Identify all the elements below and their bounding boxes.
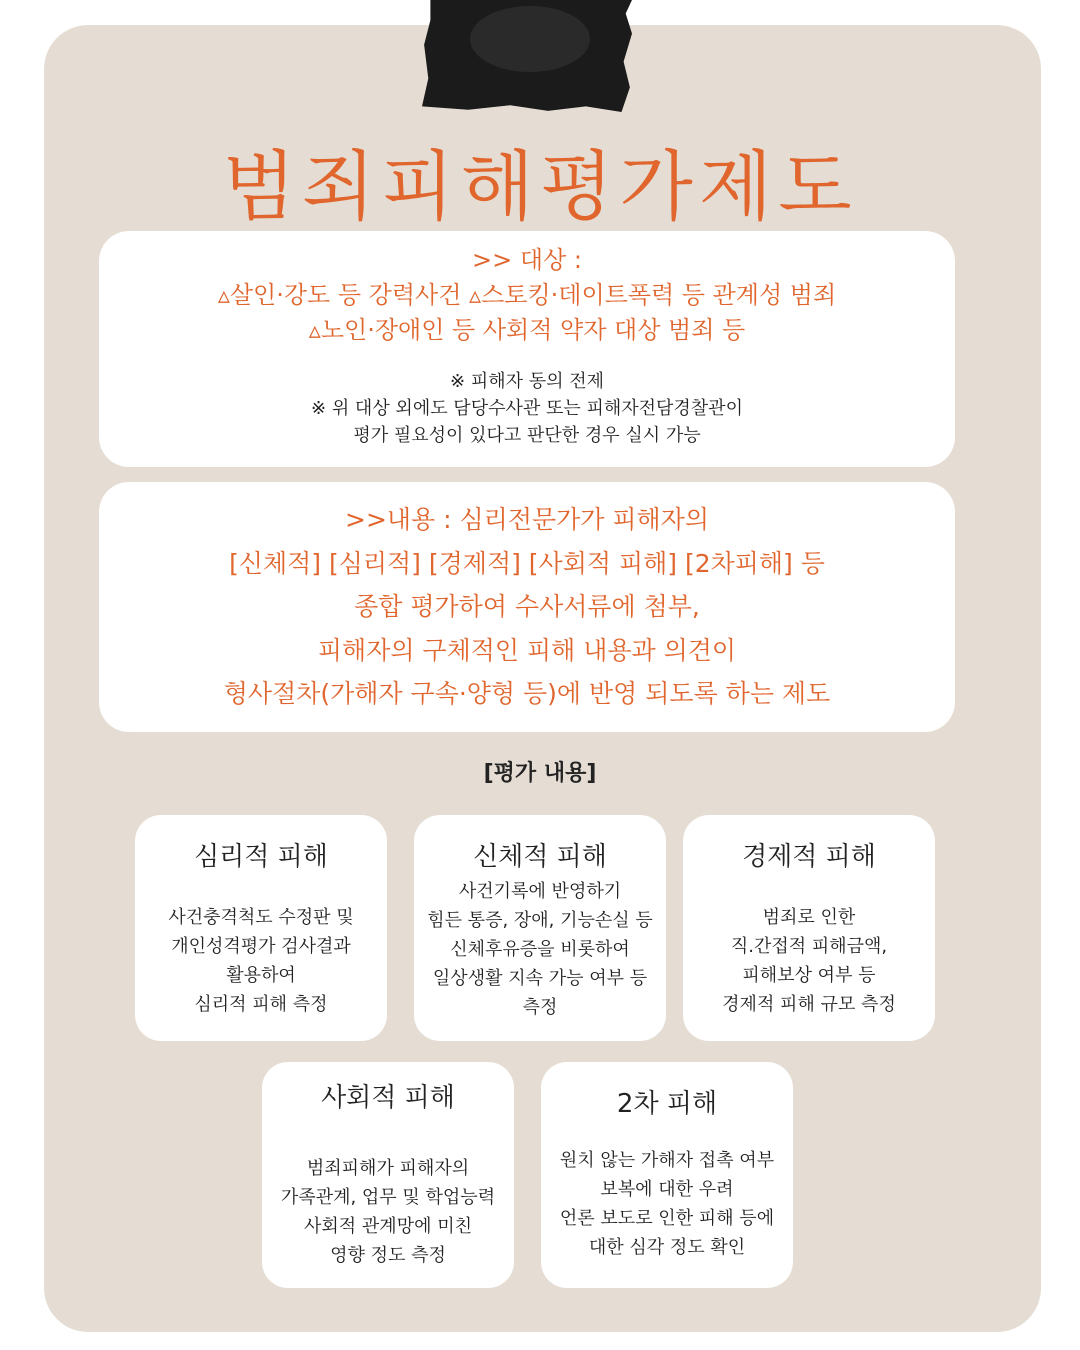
category-body bbox=[414, 877, 666, 1022]
category-line: 개인성격평가 검사결과 bbox=[171, 936, 351, 957]
note-line: ※ 피해자 동의 전제 bbox=[450, 371, 604, 392]
category-title: 신체적 피해 bbox=[473, 842, 607, 872]
target-line: ▵살인·강도 등 강력사건 ▵스토킹·데이트폭력 등 관계성 범죄 bbox=[217, 281, 837, 309]
category-card-social bbox=[262, 1062, 514, 1288]
category-title: 사회적 피해 bbox=[321, 1083, 455, 1113]
category-card-secondary bbox=[541, 1062, 793, 1288]
category-body bbox=[541, 1146, 793, 1262]
category-line: 활용하여 bbox=[226, 965, 296, 986]
category-line: 범죄피해가 피해자의 bbox=[306, 1158, 470, 1179]
category-card-psychological bbox=[135, 815, 387, 1041]
target-line: ▵노인·장애인 등 사회적 약자 대상 범죄 등 bbox=[308, 316, 746, 344]
content-line: 피해자의 구체적인 피해 내용과 의견이 bbox=[317, 635, 737, 665]
content-line: [신체적] [심리적] [경제적] [사회적 피해] [2차피해] 등 bbox=[229, 548, 825, 578]
target-notes bbox=[99, 368, 955, 449]
target-lines bbox=[99, 231, 955, 348]
category-line: 사건충격척도 수정판 및 bbox=[168, 907, 354, 928]
category-title: 경제적 피해 bbox=[742, 842, 876, 872]
category-line: 언론 보도로 인한 피해 등에 bbox=[559, 1208, 775, 1229]
category-title: 심리적 피해 bbox=[194, 842, 328, 872]
category-line: 대한 심각 정도 확인 bbox=[588, 1237, 746, 1258]
category-line: 일상생활 지속 가능 여부 등 bbox=[432, 968, 648, 989]
category-line: 사건기록에 반영하기 bbox=[458, 881, 622, 902]
tape-shadow bbox=[470, 6, 590, 72]
category-line: 심리적 피해 측정 bbox=[194, 994, 328, 1015]
category-line: 측정 bbox=[522, 997, 558, 1018]
content-box bbox=[99, 482, 955, 732]
category-body bbox=[262, 1154, 514, 1270]
category-line: 피해보상 여부 등 bbox=[742, 965, 876, 986]
section-heading: [평가 내용] bbox=[483, 761, 597, 786]
category-body bbox=[135, 903, 387, 1019]
content-line: 형사절차(가해자 구속·양형 등)에 반영 되도록 하는 제도 bbox=[223, 679, 831, 708]
category-line: 사회적 관계망에 미친 bbox=[304, 1216, 472, 1237]
page-title: 범죄피해평가제도 bbox=[222, 142, 858, 231]
category-line: 경제적 피해 규모 측정 bbox=[722, 994, 896, 1015]
category-line: 영향 정도 측정 bbox=[330, 1245, 446, 1266]
category-card-physical bbox=[414, 815, 666, 1041]
content-line: >>내용 : 심리전문가가 피해자의 bbox=[345, 505, 709, 534]
category-line: 가족관계, 업무 및 학업능력 bbox=[280, 1187, 496, 1208]
content-lines bbox=[99, 482, 955, 716]
category-line: 범죄로 인한 bbox=[762, 907, 856, 928]
note-line: ※ 위 대상 외에도 담당수사관 또는 피해자전담경찰관이 bbox=[311, 398, 743, 419]
category-line: 보복에 대한 우려 bbox=[600, 1179, 734, 1200]
category-line: 직.간접적 피해금액, bbox=[730, 936, 888, 957]
category-line: 원치 않는 가해자 접촉 여부 bbox=[559, 1150, 775, 1171]
content-line: 종합 평가하여 수사서류에 첨부, bbox=[354, 592, 700, 621]
target-line: >> 대상 : bbox=[472, 246, 582, 274]
category-line: 힘든 통증, 장애, 기능손실 등 bbox=[427, 910, 653, 931]
target-box bbox=[99, 231, 955, 467]
category-title: 2차 피해 bbox=[616, 1089, 718, 1119]
category-line: 신체후유증을 비롯하여 bbox=[450, 939, 630, 960]
note-line: 평가 필요성이 있다고 판단한 경우 실시 가능 bbox=[353, 425, 701, 446]
category-card-economic bbox=[683, 815, 935, 1041]
category-body bbox=[683, 903, 935, 1019]
